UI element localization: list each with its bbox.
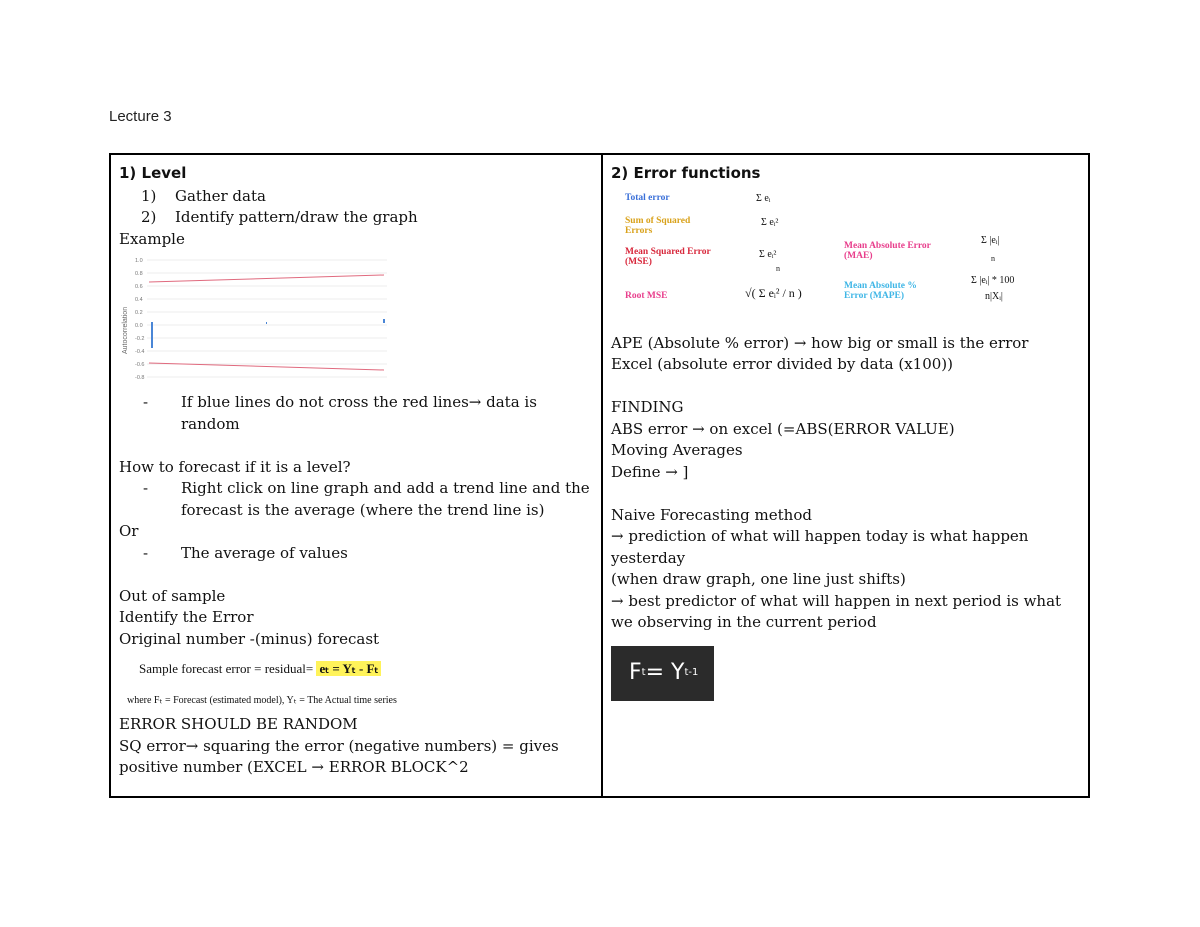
- chart-svg: [119, 256, 394, 388]
- mae-denominator: n: [991, 253, 995, 263]
- naive-formula-image: [611, 646, 714, 701]
- finding-text: FINDING: [611, 398, 684, 416]
- left-column: [111, 155, 603, 796]
- step-item: [119, 186, 593, 208]
- bullet-item: [119, 543, 593, 565]
- sq-error-text: SQ error→ squaring the error (negative numbers) = gives positive number (EXCEL → ERROR BLOCK^2: [119, 736, 559, 776]
- moving-averages-text: Moving Averages: [611, 441, 743, 459]
- residual-formula: eₜ = Yₜ - Fₜ: [316, 661, 381, 676]
- dash-marker: -: [143, 543, 149, 562]
- tick-label: -0.8: [135, 375, 145, 381]
- sse-label: Sum of Squared Errors: [625, 215, 691, 236]
- error-random: ERROR SHOULD BE RANDOM: [119, 715, 358, 733]
- blue-bar: [383, 319, 385, 323]
- ape-text: APE (Absolute % error) → how big or small is the error: [611, 333, 1029, 352]
- bullet-text: The average of values: [181, 543, 348, 562]
- mae-label: Mean Absolute Error (MAE): [844, 240, 931, 261]
- mse-label: Mean Squared Error (MSE): [625, 246, 711, 267]
- residual-note: where Fₜ = Forecast (estimated model), Yₜ = The Actual time series: [127, 695, 397, 706]
- residual-formula-image: [119, 654, 593, 714]
- identify-error: Identify the Error: [119, 608, 254, 626]
- naive-method-text: Naive Forecasting method: [611, 505, 812, 524]
- mae-formula: Σ |eᵢ|: [981, 234, 1000, 246]
- mape-denominator: n|Xᵢ|: [985, 290, 1003, 302]
- tick-label: -0.6: [135, 362, 145, 368]
- blue-bar: [266, 322, 267, 324]
- tick-label: 1.0: [135, 258, 143, 264]
- total-error-formula: Σ eᵢ: [756, 192, 771, 204]
- dash-marker: -: [143, 479, 149, 497]
- sse-formula: Σ eᵢ²: [761, 216, 779, 228]
- error-functions-image: [611, 189, 1041, 319]
- page-title: Lecture 3: [109, 108, 172, 125]
- original-minus: Original number -(minus) forecast: [119, 629, 380, 648]
- red-upper-line: [149, 275, 384, 282]
- tick-label: 0.2: [135, 310, 143, 316]
- mape-label: Mean Absolute % Error (MAPE): [844, 280, 917, 301]
- rmse-formula: √( Σ eᵢ² / n ): [745, 285, 802, 300]
- chart-ylabel: Autocorrelation: [122, 306, 129, 354]
- residual-text: Sample forecast error = residual=: [139, 661, 314, 676]
- tick-label: -0.4: [135, 349, 145, 355]
- example-label: Example: [119, 229, 185, 248]
- naive-line-2: (when draw graph, one line just shifts): [611, 570, 906, 588]
- bullet-text: Right click on line graph and add a trend line and the forecast is the average (where the trend line is): [181, 479, 590, 519]
- excel-ape-text: Excel (absolute error divided by data (x100)): [611, 355, 953, 373]
- forecast-question: How to forecast if it is a level?: [119, 457, 351, 476]
- naive-line-1: → prediction of what will happen today is what happen yesterday: [611, 527, 1029, 567]
- bullet-item: [119, 478, 593, 521]
- ft-sub: t: [641, 667, 646, 679]
- ft-sub2: t-1: [684, 667, 699, 679]
- mse-denominator: n: [776, 263, 780, 273]
- bullet-text: If blue lines do not cross the red lines→ data is random: [181, 393, 537, 433]
- tick-label: 0.6: [135, 284, 143, 290]
- rmse-label: Root MSE: [625, 290, 668, 301]
- define-text: Define → ]: [611, 462, 689, 481]
- right-column: [603, 155, 1088, 796]
- level-heading: 1) Level: [119, 164, 187, 182]
- step-item: [119, 207, 593, 229]
- mape-formula: Σ |eᵢ| * 100: [971, 274, 1015, 286]
- step-text: Identify pattern/draw the graph: [175, 208, 418, 226]
- dash-marker: -: [143, 393, 149, 411]
- ft-eq: = Y: [645, 660, 685, 686]
- tick-label: 0.8: [135, 271, 143, 277]
- error-functions-heading: 2) Error functions: [611, 164, 761, 182]
- tick-label: 0.0: [135, 323, 143, 329]
- tick-label: -0.2: [135, 336, 145, 342]
- step-text: Gather data: [175, 186, 266, 205]
- or-text: Or: [119, 522, 139, 540]
- naive-line-3: → best predictor of what will happen in next period is what we observing in the current period: [611, 591, 1062, 631]
- autocorrelation-chart: [119, 256, 394, 388]
- bullet-item: [119, 392, 593, 435]
- step-number: 2): [141, 208, 157, 226]
- step-number: 1): [141, 186, 157, 205]
- notes-table: [109, 153, 1090, 798]
- mse-formula: Σ eᵢ²: [759, 248, 777, 260]
- blue-bar: [151, 322, 153, 348]
- abs-error-text: ABS error → on excel (=ABS(ERROR VALUE): [611, 419, 955, 438]
- residual-line: [139, 658, 381, 680]
- ft-f: F: [629, 660, 642, 686]
- out-of-sample: Out of sample: [119, 586, 226, 605]
- total-error-label: Total error: [625, 192, 670, 203]
- tick-label: 0.4: [135, 297, 143, 303]
